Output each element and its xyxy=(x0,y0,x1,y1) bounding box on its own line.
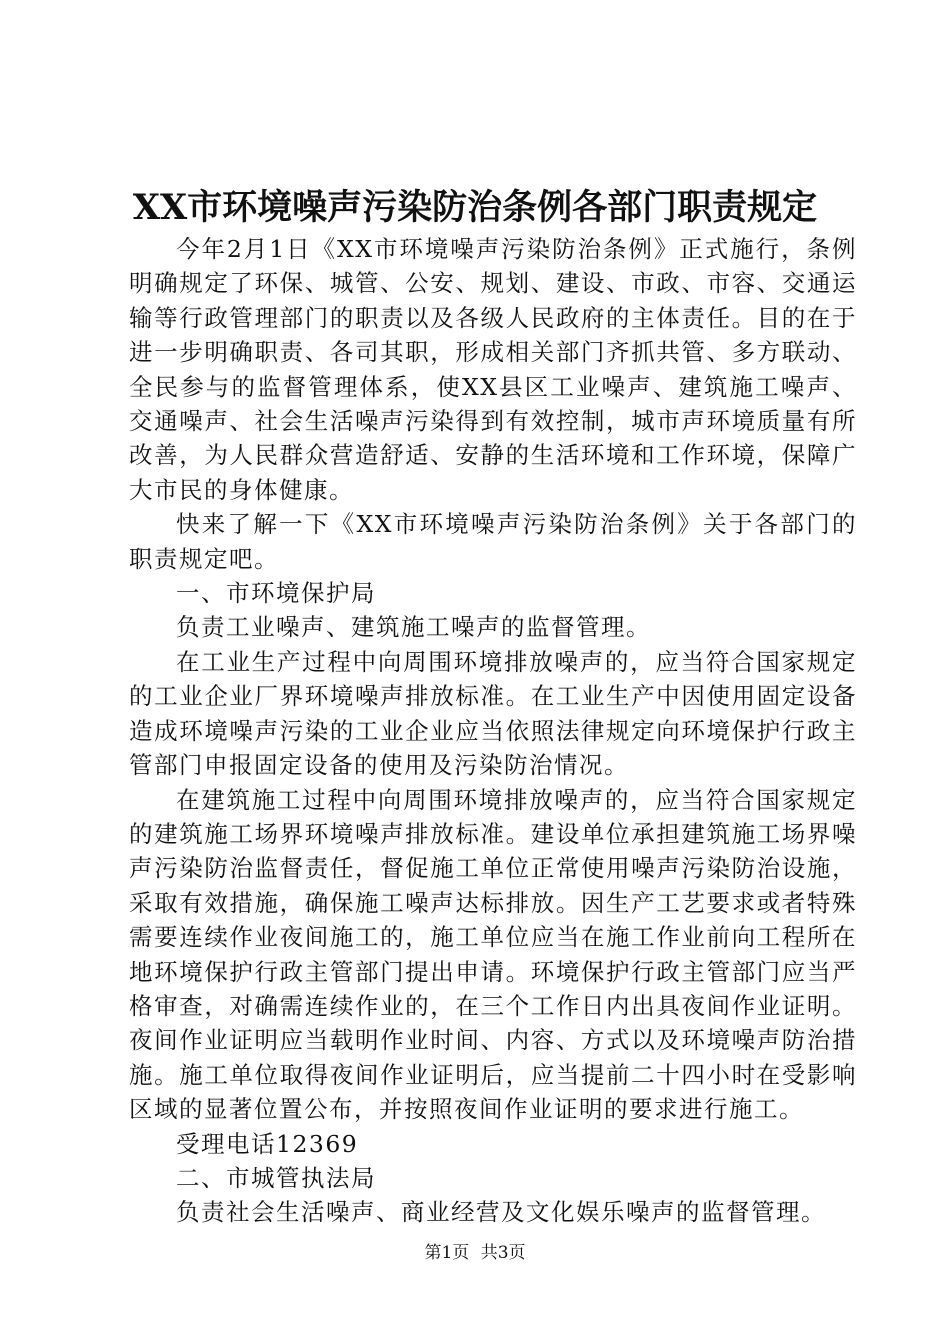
section-heading-environment-bureau: 一、市环境保护局 xyxy=(176,579,376,608)
paragraph-industrial-noise: 在工业生产过程中向周围环境排放噪声的，应当符合国家规定的工业企业厂界环境噪声排放标准。在工业生产中因使用固定设备造成环境噪声污染的工业企业应当依照法律规定向环境保护行政主管部门申报固定设备的使用及污染防治情况。 xyxy=(129,647,857,780)
section-heading-urban-management: 二、市城管执法局 xyxy=(176,1163,376,1192)
paragraph-urban-management-duty: 负责社会生活噪声、商业经营及文化娱乐噪声的监督管理。 xyxy=(176,1198,826,1227)
page-footer: 第1页 共3页 xyxy=(424,1243,526,1263)
document-title: XX市环境噪声污染防治条例各部门职责规定 xyxy=(132,187,818,228)
paragraph-intro: 今年2月1日《XX市环境噪声污染防治条例》正式施行，条例明确规定了环保、城管、公安、规划、建设、市政、市容、交通运输等行政管理部门的职责以及各级人民政府的主体责任。目的在于进一步明确职责、各司其职，形成相关部门齐抓共管、多方联动、全民参与的监督管理体系，使XX县区工业噪声、建筑施工噪声、交通噪声、社会生活噪声污染得到有效控制，城市声环境质量有所改善，为人民群众营造舒适、安静的生活环境和工作环境，保障广大市民的身体健康。 xyxy=(129,235,857,504)
paragraph-hotline: 受理电话12369 xyxy=(176,1129,359,1158)
document-body xyxy=(129,232,857,1230)
paragraph-construction-noise: 在建筑施工过程中向周围环境排放噪声的，应当符合国家规定的建筑施工场界环境噪声排放标准。建设单位承担建筑施工场界噪声污染防治监督责任，督促施工单位正常使用噪声污染防治设施，采取有效措施，确保施工噪声达标排放。因生产工艺要求或者特殊需要连续作业夜间施工的，施工单位应当在施工作业前向工程所在地环境保护行政主管部门提出申请。环境保护行政主管部门应当严格审查，对确需连续作业的，在三个工作日内出具夜间作业证明。夜间作业证明应当载明作业时间、内容、方式以及环境噪声防治措施。施工单位取得夜间作业证明后，应当提前二十四小时在受影响区域的显著位置公布，并按照夜间作业证明的要求进行施工。 xyxy=(129,785,857,1124)
paragraph-environment-duty: 负责工业噪声、建筑施工噪声的监督管理。 xyxy=(176,613,651,642)
paragraph-lead-in: 快来了解一下《XX市环境噪声污染防治条例》关于各部门的职责规定吧。 xyxy=(129,510,857,573)
